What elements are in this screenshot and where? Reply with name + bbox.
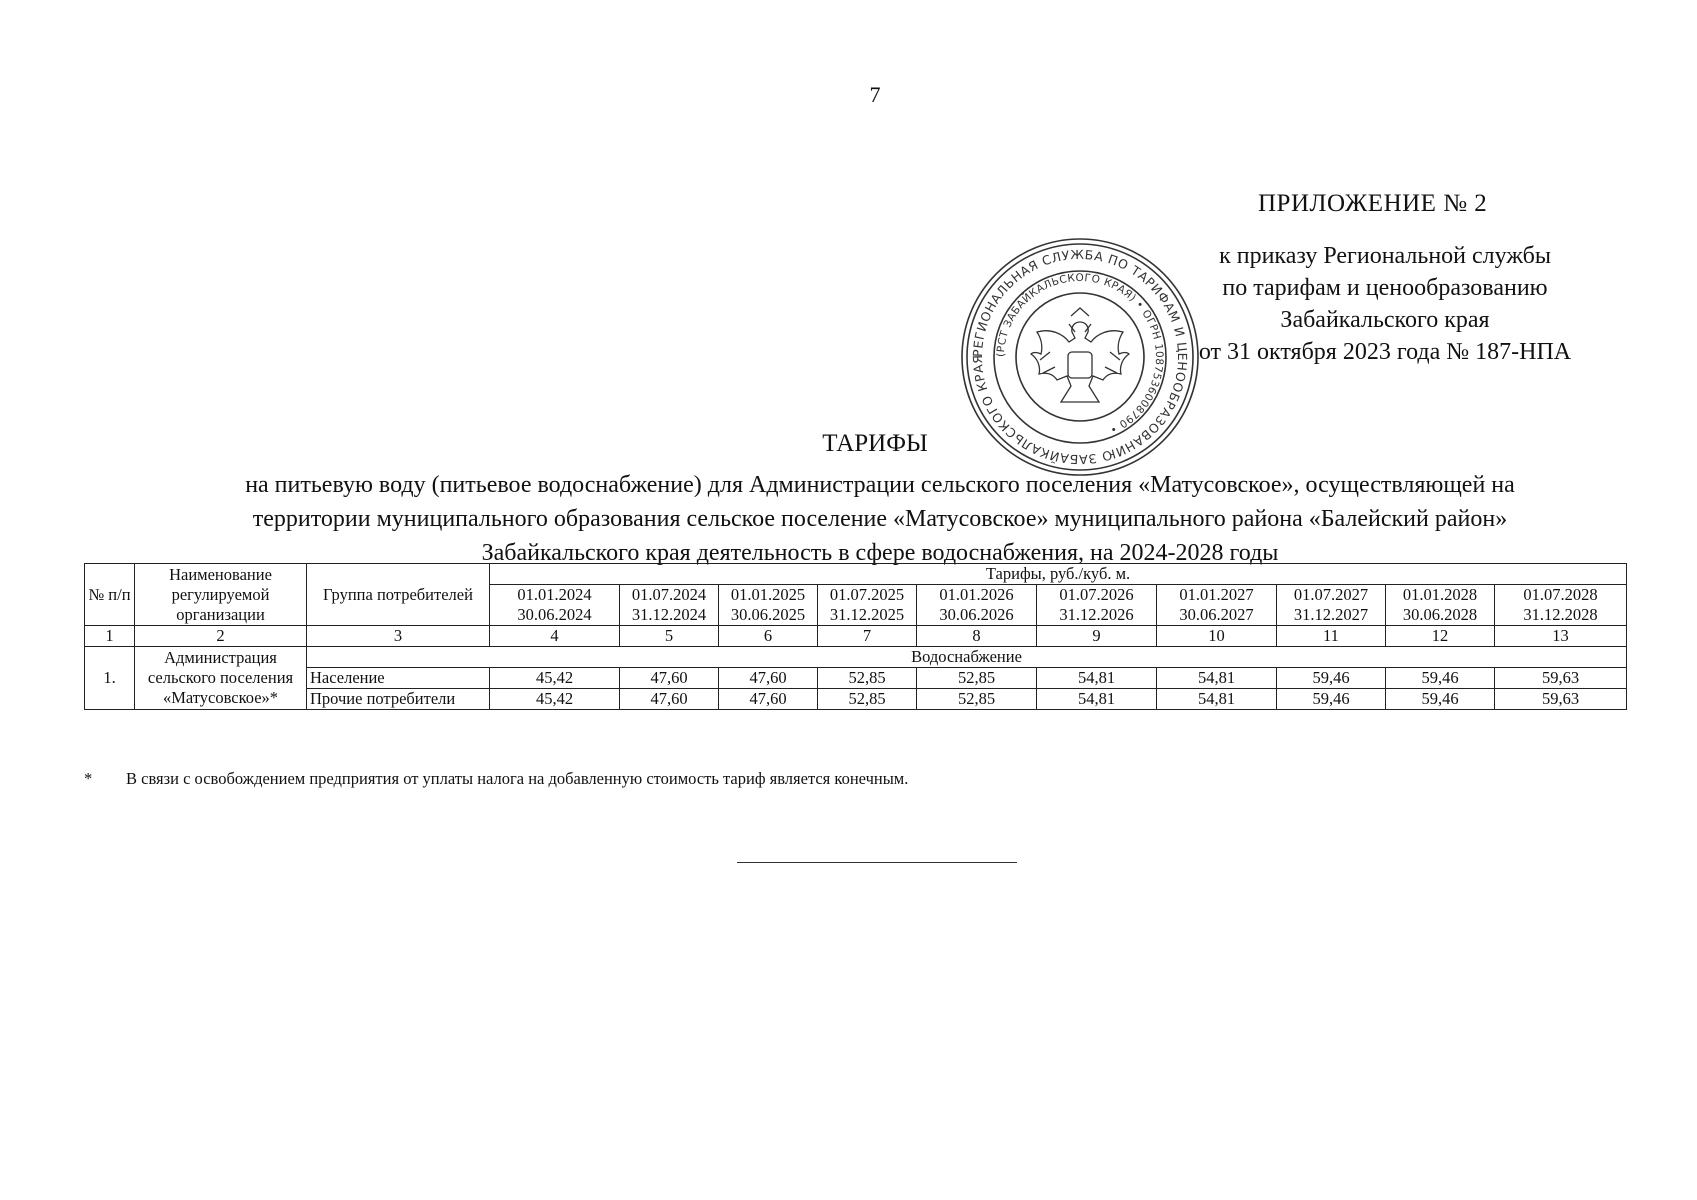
period-header <box>917 585 1037 626</box>
period-header <box>1386 585 1495 626</box>
tariffs-table <box>84 563 1627 710</box>
subtitle-line: Забайкальского края деятельность в сфере водоснабжения, на 2024-2028 годы <box>481 540 1279 566</box>
period-from: 01.07.2028 <box>1523 585 1598 604</box>
period-to: 30.06.2024 <box>517 605 592 624</box>
column-number: 10 <box>1157 626 1277 647</box>
period-to: 31.12.2027 <box>1293 605 1369 624</box>
column-number: 3 <box>307 626 490 647</box>
consumer-group: Население <box>307 668 490 689</box>
period-to: 31.12.2025 <box>829 605 905 624</box>
column-number: 13 <box>1495 626 1627 647</box>
tariff-value: 52,85 <box>818 668 917 689</box>
tariff-value: 52,85 <box>818 689 917 710</box>
tariff-value: 45,42 <box>490 689 620 710</box>
period-from: 01.01.2027 <box>1179 585 1254 604</box>
order-ref-line: от 31 октября 2023 года № 187-НПА <box>1198 339 1572 365</box>
period-from: 01.07.2025 <box>829 585 905 604</box>
period-header <box>490 585 620 626</box>
period-to: 31.12.2026 <box>1059 605 1134 624</box>
column-number: 8 <box>917 626 1037 647</box>
period-header <box>620 585 719 626</box>
seal-inner-text <box>995 272 1165 436</box>
header-organization: Наименование регулируемой организации <box>135 564 307 626</box>
row-number: 1. <box>85 647 135 710</box>
tariff-value: 59,63 <box>1495 668 1627 689</box>
tariff-value: 54,81 <box>1037 689 1157 710</box>
subtitle-line: территории муниципального образования сельское поселение «Матусовское» муниципального района «Балейский район» <box>252 506 1508 532</box>
tariff-value: 59,46 <box>1277 689 1386 710</box>
period-from: 01.07.2026 <box>1059 585 1134 604</box>
period-from: 01.01.2028 <box>1402 585 1478 604</box>
period-header <box>1277 585 1386 626</box>
column-number: 9 <box>1037 626 1157 647</box>
column-number: 2 <box>135 626 307 647</box>
document-title: ТАРИФЫ <box>822 430 928 457</box>
period-from: 01.07.2027 <box>1293 585 1369 604</box>
order-ref-line: по тарифам и ценообразованию <box>1222 275 1548 301</box>
period-to: 30.06.2026 <box>939 605 1014 624</box>
order-ref-line: к приказу Региональной службы <box>1219 243 1551 269</box>
eagle-emblem-icon <box>1031 308 1129 402</box>
period-from: 01.01.2026 <box>939 585 1014 604</box>
period-to: 31.12.2024 <box>631 605 707 624</box>
column-number: 7 <box>818 626 917 647</box>
period-to: 30.06.2028 <box>1402 605 1478 624</box>
tariff-value: 47,60 <box>719 668 818 689</box>
period-to: 31.12.2028 <box>1523 605 1598 624</box>
period-from: 01.07.2024 <box>631 585 707 604</box>
tariff-value: 47,60 <box>620 668 719 689</box>
tariff-value: 47,60 <box>719 689 818 710</box>
column-number: 5 <box>620 626 719 647</box>
period-from: 01.01.2024 <box>517 585 592 604</box>
tariff-value: 59,46 <box>1386 689 1495 710</box>
period-header <box>818 585 917 626</box>
header-row <box>85 564 1627 585</box>
period-header <box>719 585 818 626</box>
tariff-value: 52,85 <box>917 689 1037 710</box>
tariff-value: 59,46 <box>1386 668 1495 689</box>
tariff-value: 59,46 <box>1277 668 1386 689</box>
column-number: 1 <box>85 626 135 647</box>
header-consumer-group: Группа потребителей <box>307 564 490 626</box>
period-header <box>1495 585 1627 626</box>
appendix-title: ПРИЛОЖЕНИЕ № 2 <box>1258 190 1488 217</box>
column-number-row <box>85 626 1627 647</box>
period-header <box>1037 585 1157 626</box>
header-tariffs: Тарифы, руб./куб. м. <box>490 564 1627 585</box>
order-ref-line: Забайкальского края <box>1280 307 1490 333</box>
table-row <box>85 689 1627 710</box>
tariff-value: 47,60 <box>620 689 719 710</box>
period-from: 01.01.2025 <box>730 585 806 604</box>
tariff-value: 45,42 <box>490 668 620 689</box>
section-title: Водоснабжение <box>307 647 1627 668</box>
tariff-value: 54,81 <box>1037 668 1157 689</box>
tariff-value: 54,81 <box>1157 689 1277 710</box>
column-number: 4 <box>490 626 620 647</box>
bottom-divider <box>737 862 1017 863</box>
document-subtitle <box>80 468 1680 570</box>
footnote-text: В связи с освобождением предприятия от уплаты налога на добавленную стоимость тариф является конечным. <box>126 769 909 788</box>
section-row <box>85 647 1627 668</box>
header-num: № п/п <box>85 564 135 626</box>
organization-name: Администрация сельского поселения «Матусовское»* <box>135 647 307 710</box>
seal-outer-textpath: РЕГИОНАЛЬНАЯ СЛУЖБА ПО ТАРИФАМ И ЦЕНООБРАЗОВАНИЮ ЗАБАЙКАЛЬСКОГО КРАЯ <box>969 246 1191 468</box>
period-to: 30.06.2025 <box>730 605 806 624</box>
column-number: 6 <box>719 626 818 647</box>
column-number: 11 <box>1277 626 1386 647</box>
subtitle-line: на питьевую воду (питьевое водоснабжение) для Администрации сельского поселения «Матусовское», осуществляющей на <box>245 472 1515 498</box>
period-header <box>1157 585 1277 626</box>
tariff-value: 54,81 <box>1157 668 1277 689</box>
period-to: 30.06.2027 <box>1179 605 1254 624</box>
order-reference <box>1150 240 1620 368</box>
footnote <box>84 769 908 789</box>
seal-inner-textpath: (РСТ ЗАБАЙКАЛЬСКОГО КРАЯ) • ОГРН 1087536008790 • <box>994 271 1166 436</box>
tariff-value: 52,85 <box>917 668 1037 689</box>
tariff-value: 59,63 <box>1495 689 1627 710</box>
consumer-group: Прочие потребители <box>307 689 490 710</box>
table-row <box>85 668 1627 689</box>
page-number: 7 <box>869 82 881 107</box>
column-number: 12 <box>1386 626 1495 647</box>
footnote-mark: * <box>84 769 93 788</box>
